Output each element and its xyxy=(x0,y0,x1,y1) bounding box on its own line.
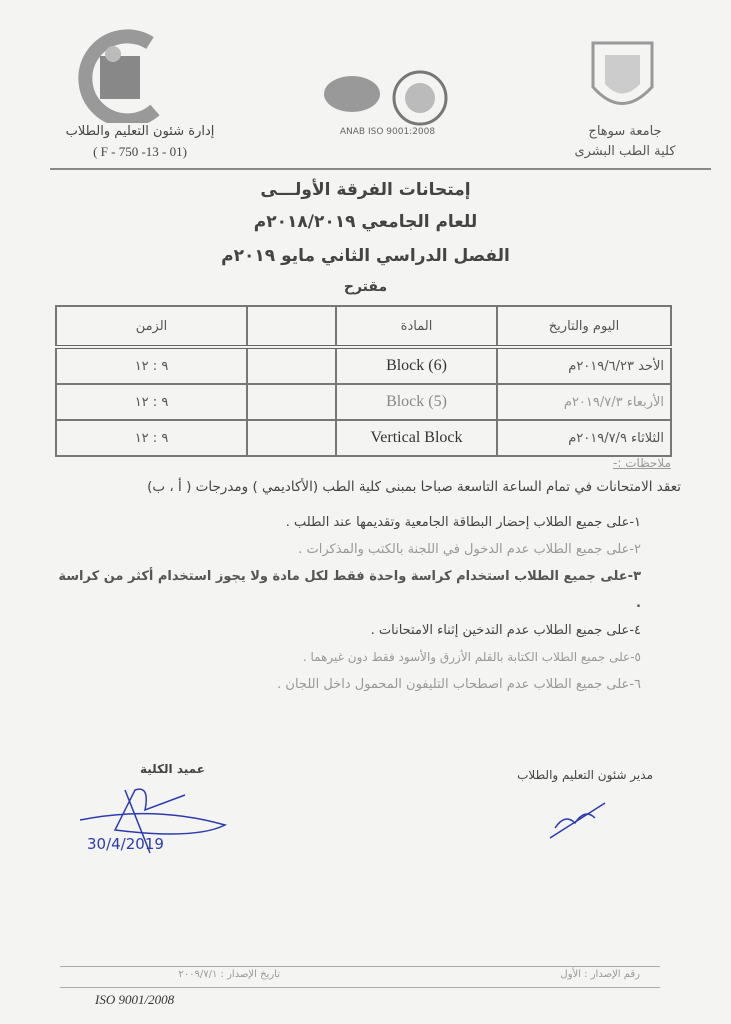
dean-signature-date: 30/4/2019 xyxy=(87,835,164,853)
row-subject: Block (6) xyxy=(336,347,497,384)
header-day-date: اليوم والتاريخ xyxy=(497,306,671,347)
exam-schedule-table xyxy=(55,305,672,457)
issue-date: تاريخ الإصدار : ٢٠٠٩/٧/١ xyxy=(178,969,280,980)
faculty-name: كلية الطب البشرى xyxy=(574,144,676,159)
notes-intro: تعقد الامتحانات في تمام الساعة التاسعة صباحا بمبنى كلية الطب (الأكاديمي ) ومدرجات ( أ ، ب) xyxy=(147,479,681,495)
note-item: ٣-على جميع الطلاب استخدام كراسة واحدة فقط لكل مادة ولا يجوز استخدام أكثر من كراسة . xyxy=(58,569,641,611)
footer-bar xyxy=(60,966,660,988)
note-item: ٤-على جميع الطلاب عدم التدخين إثناء الامتحانات . xyxy=(370,623,641,638)
university-block xyxy=(555,122,695,162)
header-blank xyxy=(247,306,336,347)
notes-section xyxy=(51,452,681,698)
department-block xyxy=(65,122,215,162)
department-name: إدارة شئون التعليم والطلاب xyxy=(65,124,215,139)
issue-number: رقم الإصدار : الأول xyxy=(560,969,640,980)
iso-label: ISO 9001/2008 xyxy=(95,992,175,1007)
row-blank xyxy=(247,384,336,420)
row-time: ٩ : ١٢ xyxy=(56,420,247,456)
dean-signature xyxy=(75,785,245,859)
academic-year: للعام الجامعي ٢٠١٨/٢٠١٩م xyxy=(253,212,478,232)
university-name: جامعة سوهاج xyxy=(588,124,662,139)
notes-heading: ملاحظات :- xyxy=(613,456,671,470)
semester: الفصل الدراسي الثاني مايو ٢٠١٩م xyxy=(221,246,510,266)
row-date: الأربعاء ٢٠١٩/٧/٣م xyxy=(497,384,671,420)
table-row xyxy=(56,384,671,420)
header-subject: المادة xyxy=(336,306,497,347)
table-row xyxy=(56,420,671,456)
row-time: ٩ : ١٢ xyxy=(56,384,247,420)
table-header-row xyxy=(56,306,671,347)
sohag-university-crest xyxy=(585,35,660,120)
exam-title: إمتحانات الفرقة الأولـــى xyxy=(260,180,471,200)
row-date: الثلاثاء ٢٠١٩/٧/٩م xyxy=(497,420,671,456)
header-time: الزمن xyxy=(56,306,247,347)
note-item: ١-على جميع الطلاب إحضار البطاقة الجامعية وتقديمها عند الطلب . xyxy=(285,515,641,530)
note-item: ٥-على جميع الطلاب الكتابة بالقلم الأزرق والأسود فقط دون غيرهما . xyxy=(302,650,641,664)
sohag-medicine-logo xyxy=(55,28,185,123)
row-blank xyxy=(247,347,336,384)
accreditation-logos xyxy=(320,70,455,140)
header-divider xyxy=(50,168,711,170)
director-signature xyxy=(545,798,615,847)
dean-label: عميد الكلية xyxy=(140,762,205,776)
form-code: ( F - 750 -13 - 01) xyxy=(93,144,187,159)
accreditation-logo-text: ANAB ISO 9001:2008 xyxy=(339,127,436,137)
director-label: مدير شئون التعليم والطلاب xyxy=(517,768,653,782)
note-item: ٦-على جميع الطلاب عدم اصطحاب التليفون المحمول داخل اللجان . xyxy=(277,677,641,692)
row-subject: Vertical Block xyxy=(336,420,497,456)
row-blank xyxy=(247,420,336,456)
proposed-label: مقترح xyxy=(343,279,388,295)
row-date: الأحد ٢٠١٩/٦/٢٣م xyxy=(497,347,671,384)
row-subject: Block (5) xyxy=(336,384,497,420)
row-time: ٩ : ١٢ xyxy=(56,347,247,384)
note-item: ٢-على جميع الطلاب عدم الدخول في اللجنة بالكتب والمذكرات . xyxy=(298,542,641,557)
table-row xyxy=(56,347,671,384)
